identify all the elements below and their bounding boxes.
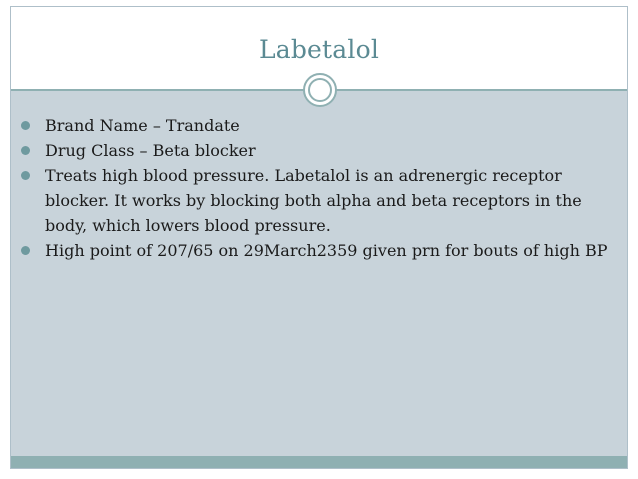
bullet-text: Brand Name – Trandate (45, 116, 240, 135)
bullet-text: Drug Class – Beta blocker (45, 141, 256, 160)
slide-frame (10, 6, 628, 469)
bottom-accent-band (11, 456, 627, 468)
round-bullet-icon (21, 146, 30, 155)
bullet-list (17, 113, 609, 263)
round-bullet-icon (21, 171, 30, 180)
double-circle-ornament-icon (303, 73, 337, 107)
bullet-item-brand-name (17, 113, 609, 138)
bullet-text: Treats high blood pressure. Labetalol is an adrenergic receptor blocker. It works by blocking both alpha and beta receptors in the body, which lowers blood pressure. (45, 166, 582, 235)
bullet-item-treats (17, 163, 609, 238)
slide-title: Labetalol (258, 35, 380, 64)
round-bullet-icon (21, 246, 30, 255)
round-bullet-icon (21, 121, 30, 130)
bullet-item-drug-class (17, 138, 609, 163)
bullet-item-high-point (17, 238, 609, 263)
bullet-text: High point of 207/65 on 29March2359 given prn for bouts of high BP (45, 241, 608, 260)
